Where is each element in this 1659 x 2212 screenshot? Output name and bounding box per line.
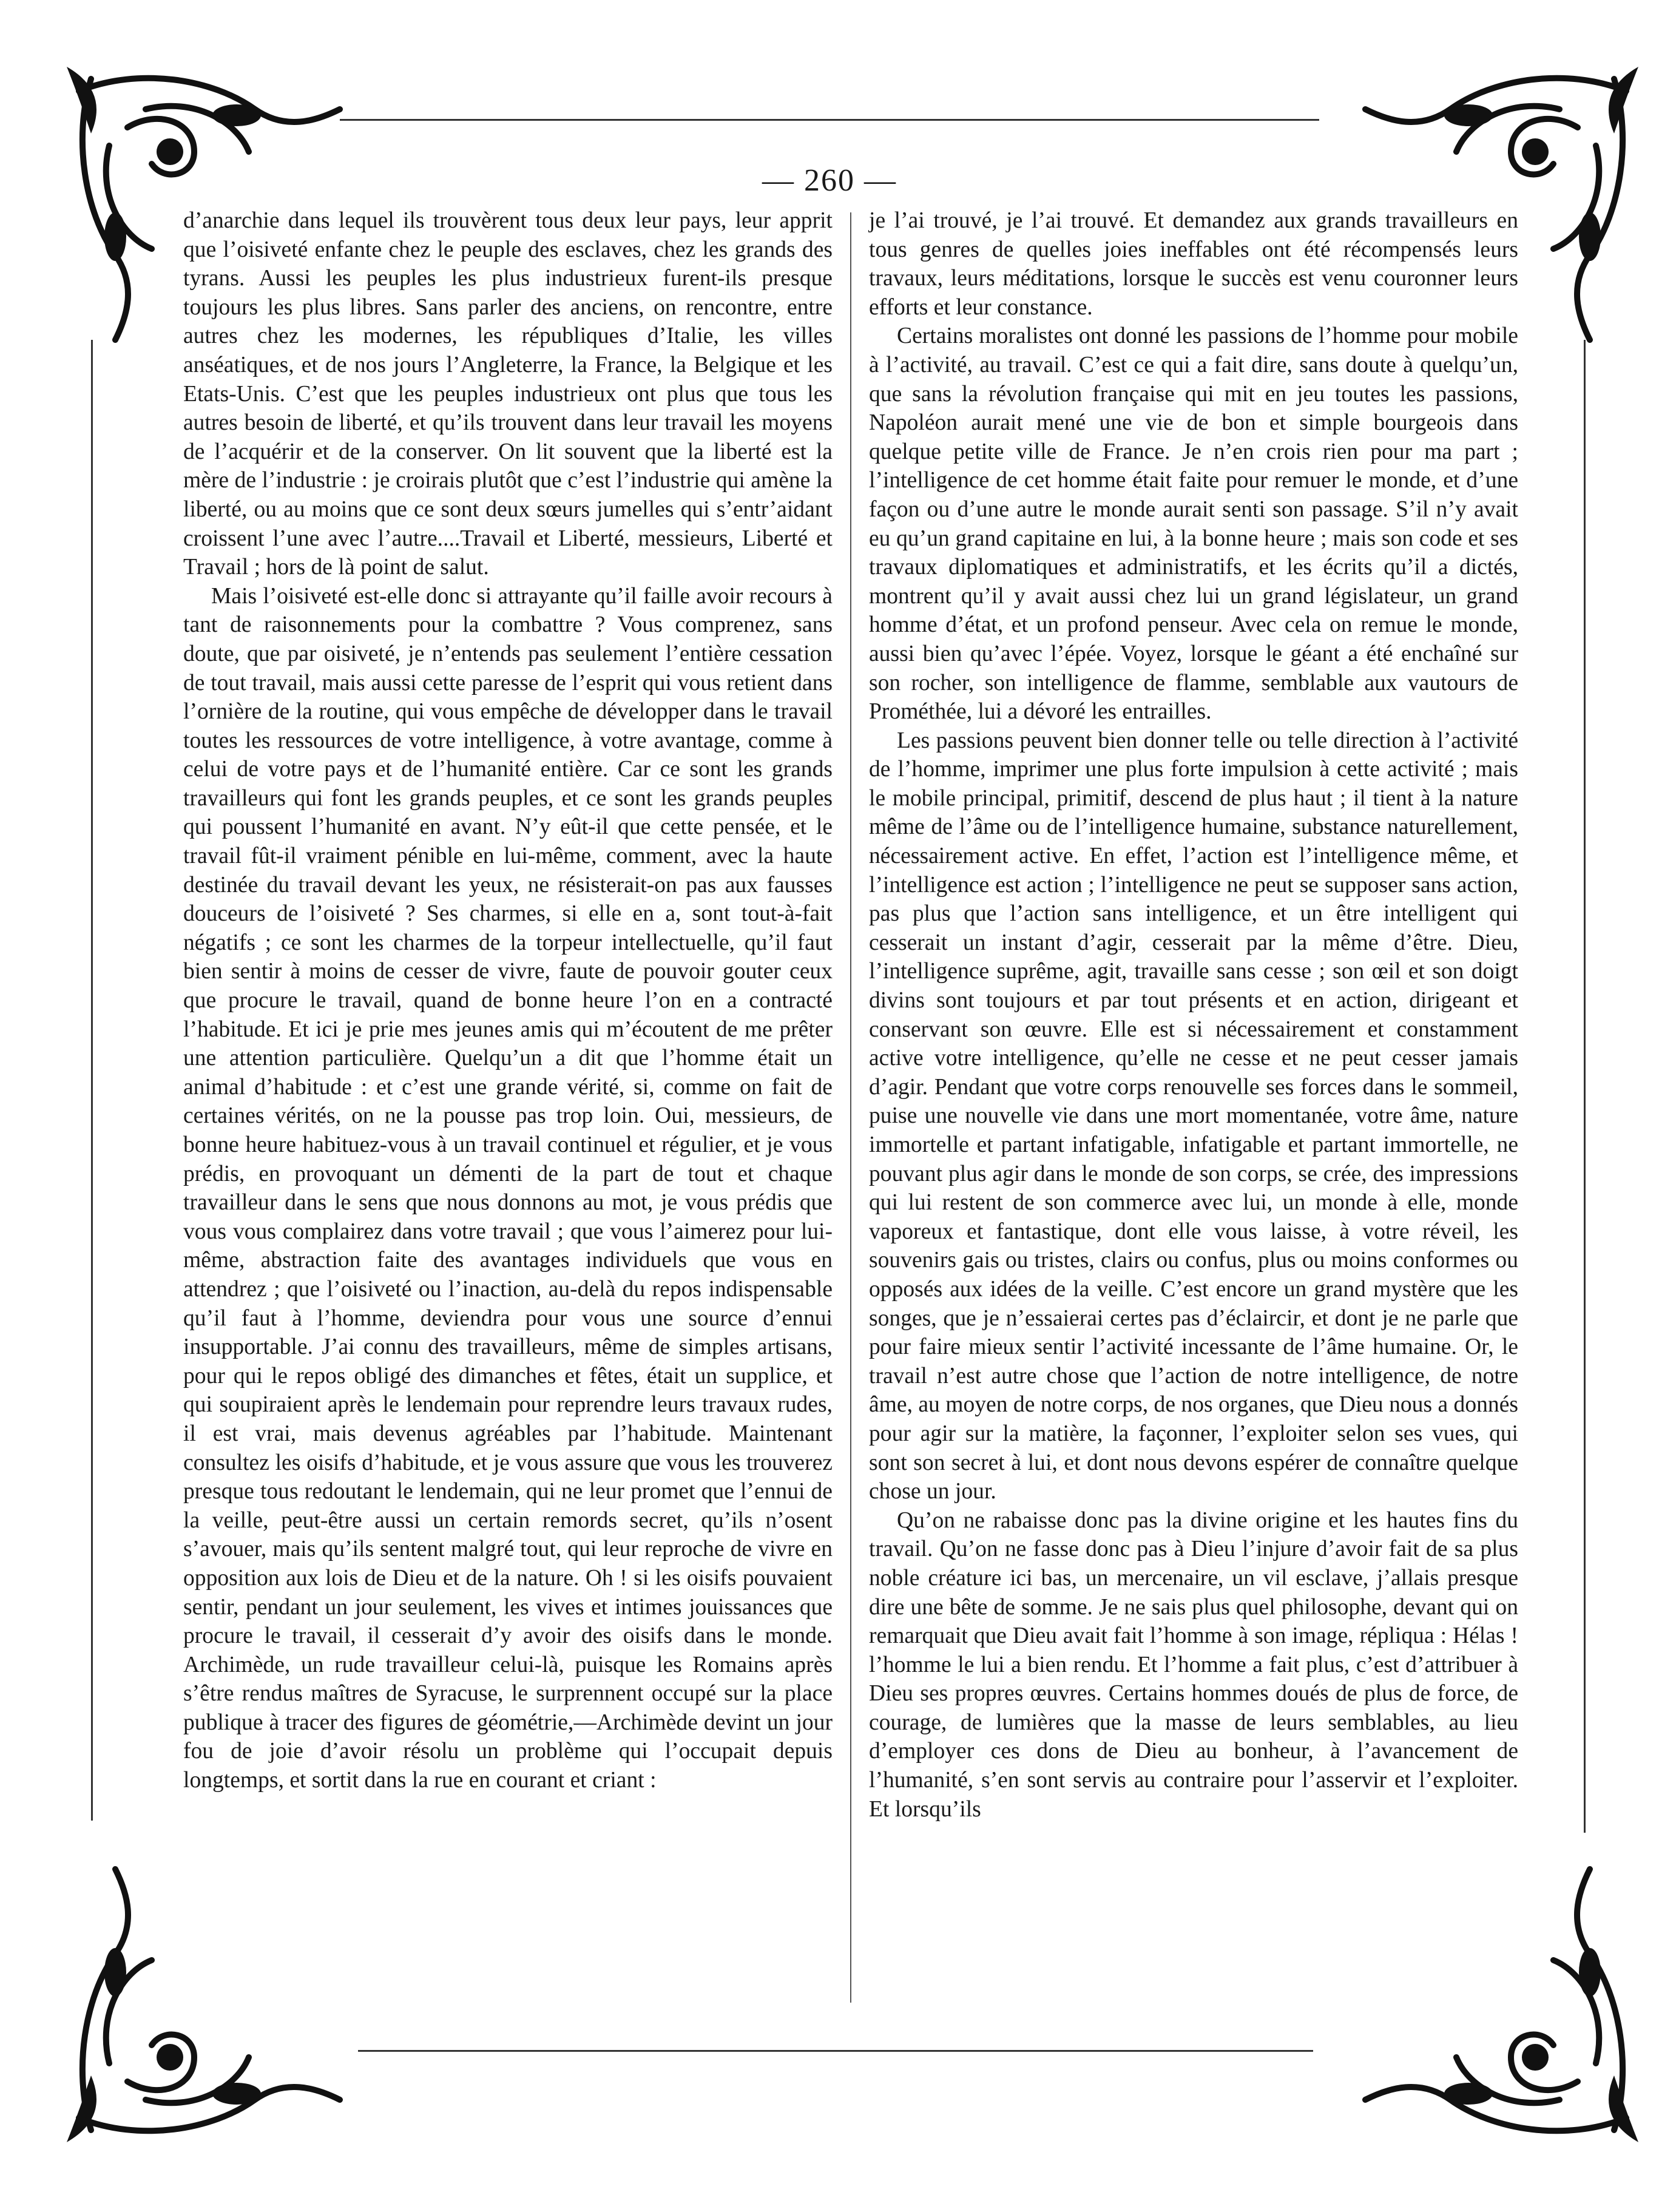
text-column-right (869, 206, 1518, 1824)
ornament-bottom-right-icon (1335, 1839, 1651, 2154)
frame-bottom-rule (358, 2050, 1313, 2052)
text-column-left (183, 206, 833, 1795)
paragraph: Qu’on ne rabaisse donc pas la divine origine et les hautes fins du travail. Qu’on ne fasse donc pas à Dieu l’injure d’avoir fait de sa plus noble créature ici bas, un mercenaire, un vil esclave, j’allais presque dire une bête de somme. Je ne sais plus quel philosophe, devant qui on remarquait que Dieu avait fait l’homme à son image, répliqua : Hélas ! l’homme le lui a bien rendu. Et l’homme a fait plus, c’est d’attribuer à Dieu ses propres œuvres. Certains hommes doués de plus de force, de courage, de lumières que la masse de leurs semblables, au lieu d’employer ces dons de Dieu au bonheur, à l’avancement de l’humanité, s’en sont servis au contraire pour l’asservir et l’exploiter. Et lorsqu’ils (869, 1507, 1518, 1822)
column-divider (850, 212, 851, 2003)
paragraph: Certains moralistes ont donné les passions de l’homme pour mobile à l’activité, au travail. C’est ce qui a fait dire, sans doute à quelqu’un, que sans la révolution française qui mit en jeu toutes les passions, Napoléon aurait mené une vie de bon et simple bourgeois dans quelque petite ville de France. Je n’en crois rien pour ma part ; l’intelligence de cet homme était faite pour remuer le monde, et d’une façon ou d’une autre le monde aurait senti son passage. S’il n’y avait eu qu’un grand capitaine en lui, à la bonne heure ; mais son code et ses travaux diplomatiques et administratifs, et les écrits qu’il a dictés, montrent qu’il y avait aussi chez lui un grand législateur, un grand homme d’état, et un profond penseur. Avec cela on remue le monde, aussi bien qu’avec l’épée. Voyez, lorsque le géant a été enchaîné sur son rocher, son intelligence de flamme, semblable aux vautours de Prométhée, lui a dévoré les entrailles. (869, 323, 1518, 725)
frame-left-rule (91, 340, 93, 1821)
ornament-bottom-left-icon (55, 1839, 370, 2154)
paragraph: d’anarchie dans lequel ils trouvèrent tous deux leur pays, leur apprit que l’oisiveté enfante chez le peuple des esclaves, chez les grands des tyrans. Aussi les peuples les plus industrieux furent-ils presque toujours les plus libres. Sans parler des anciens, on rencontre, entre autres chez les modernes, les républiques d’Italie, les villes anséatiques, et de nos jours l’Angleterre, la France, la Belgique et les Etats-Unis. C’est que les peuples industrieux ont plus que tous les autres besoin de liberté, et qu’ils trouvent dans leur travail les moyens de l’acquérir et de la conserver. On lit souvent que la liberté est la mère de l’industrie : je croirais plutôt que c’est l’industrie qui amène la liberté, ou au moins que ce sont deux sœurs jumelles qui s’entr’aidant croissent l’une avec l’autre....Travail et Liberté, messieurs, Liberté et Travail ; hors de là point de salut. (183, 208, 833, 580)
paragraph: je l’ai trouvé, je l’ai trouvé. Et demandez aux grands travailleurs en tous genres de quelles joies ineffables ont été récompensés leurs travaux, leurs méditations, lorsque le succès est venu couronner leurs efforts et leur constance. (869, 208, 1518, 320)
paragraph: Les passions peuvent bien donner telle ou telle direction à l’activité de l’homme, imprimer une plus forte impulsion à cette activité ; mais le mobile principal, primitif, descend de plus haut ; il tient à la nature même de l’âme ou de l’intelligence humaine, substance naturellement, nécessairement active. En effet, l’action est l’intelligence même, et l’intelligence est action ; l’intelligence ne peut se supposer sans action, pas plus que l’action sans intelligence, et un être intelligent qui cesserait un instant d’agir, cesserait par la même d’être. Dieu, l’intelligence suprême, agit, travaille sans cesse ; son œil et son doigt divins sont toujours et par tout présents et en action, dirigeant et conservant son œuvre. Elle est si nécessairement et constamment active votre intelligence, qu’elle ne cesse et ne peut cesser jamais d’agir. Pendant que votre corps renouvelle ses forces dans le sommeil, puise une nouvelle vie dans une mort momentanée, votre âme, nature immortelle et partant infatigable, infatigable et partant immortelle, ne pouvant plus agir dans le monde de son corps, se crée, des impressions qui lui restent de son commerce avec lui, un monde à elle, monde vaporeux et fantastique, dont elle vous laisse, à votre réveil, les souvenirs gais ou tristes, clairs ou confus, plus ou moins conformes ou opposés aux idées de la veille. C’est encore un grand mystère que les songes, que je n’essaierai certes pas d’éclaircir, et dont je ne parle que pour faire mieux sentir l’activité incessante de l’âme humaine. Or, le travail n’est autre chose que l’action de notre intelligence, de notre âme, au moyen de notre corps, de nos organes, que Dieu nous a donnés pour agir sur la matière, la façonner, l’exploiter selon ses vues, qui sont son secret à lui, et dont nous devons espérer de connaître quelque chose un jour. (869, 728, 1519, 1504)
frame-right-rule (1584, 340, 1586, 1833)
page-number: — 260 — (762, 163, 897, 198)
frame-top-rule (340, 119, 1319, 121)
paragraph: Mais l’oisiveté est-elle donc si attrayante qu’il faille avoir recours à tant de raisonnements pour la combattre ? Vous comprenez, sans doute, que par oisiveté, je n’entends pas seulement l’entière cessation de tout travail, mais aussi cette paresse de l’esprit qui vous retient dans l’ornière de la routine, qui vous empêche de développer dans le travail toutes les ressources de votre intelligence, à votre avantage, comme à celui de votre pays et de l’humanité entière. Car ce sont les grands travailleurs qui font les grands peuples, et ce sont les grands peuples qui poussent l’humanité en avant. N’y eût-il que cette pensée, et le travail fût-il vraiment pénible en lui-même, comment, avec la haute destinée du travail devant les yeux, ne résisterait-on pas aux fausses douceurs de l’oisiveté ? Ses charmes, si elle en a, sont tout-à-fait négatifs ; ce sont les charmes de la torpeur intellectuelle, qu’il faut bien sentir à moins de cesser de vivre, faute de pouvoir gouter ceux que procure le travail, quand de bonne heure l’on en a contracté l’habitude. Et ici je prie mes jeunes amis qui m’écoutent de me prêter une attention particulière. Quelqu’un a dit que l’homme était un animal d’habitude : et c’est une grande vérité, si, comme on fait de certaines vérités, on ne la pousse pas trop loin. Oui, messieurs, de bonne heure habituez-vous à un travail continuel et régulier, et je vous prédis, en provoquant un démenti de la part de tout et chaque travailleur dans le sens que nous donnons au mot, je vous prédis que vous vous complairez dans votre travail ; que vous l’aimerez pour lui-même, abstraction faite des avantages individuels que vous en attendrez ; que l’oisiveté ou l’inaction, au-delà du repos indispensable qu’il faut à l’homme, deviendra pour vous une source d’ennui insupportable. J’ai connu des travailleurs, même de simples artisans, pour qui le repos obligé des dimanches et fêtes, était un supplice, et qui soupiraient après le lendemain pour reprendre leurs travaux rudes, il est vrai, mais devenus agréables par l’habitude. Maintenant consultez les oisifs d’habitude, et je vous assure que vous les trouverez presque tous redoutant le lendemain, qui ne leur promet que l’ennui de la veille, peut-être aussi un certain remords secret, qu’ils n’osent s’avouer, mais qu’ils sentent malgré tout, qui leur reproche de vivre en opposition aux lois de Dieu et de la nature. Oh ! si les oisifs pouvaient sentir, pendant un jour seulement, les vives et intimes jouissances que procure le travail, il cesserait d’y avoir des oisifs dans le monde. Archimède, un rude travailleur celui-là, puisque les Romains après s’être rendus maîtres de Syracuse, le surprennent occupé sur la place publique à tracer des figures de géométrie,—Archimède devint un jour fou de joie d’avoir résolu un problème qui l’occupait depuis longtemps, et sortit dans la rue en courant et criant : (183, 583, 833, 1793)
